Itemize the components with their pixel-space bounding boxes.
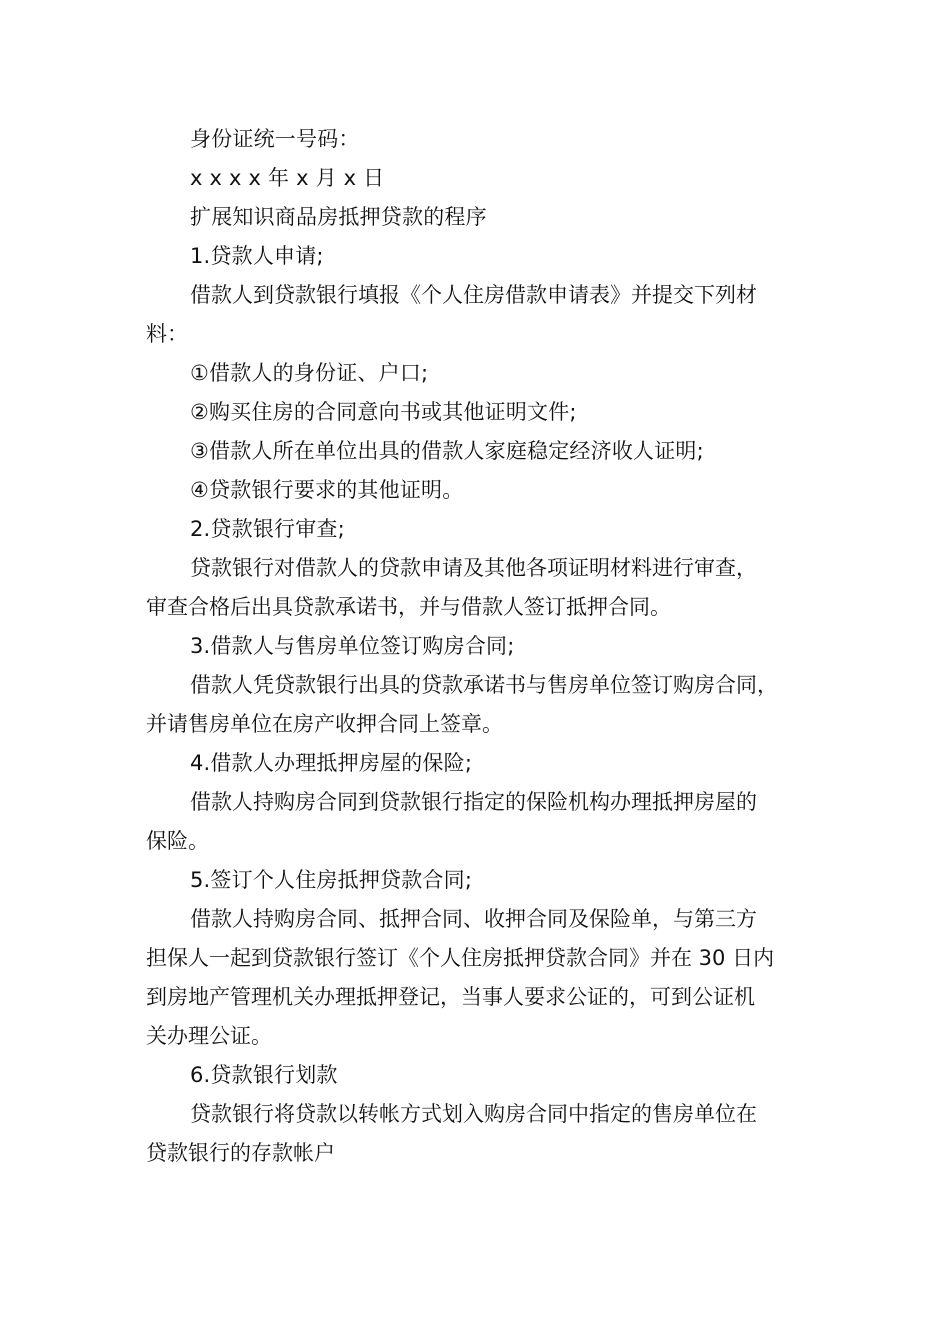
step-5-heading: 5.签订个人住房抵押贷款合同; [190,868,473,892]
id-number-line: 身份证统一号码： [190,127,360,151]
step-2-paragraph [146,549,810,627]
paragraph-line: 借款人持购房合同、抵押合同、收押合同及保险单，与第三方 [190,907,757,931]
step-1-heading: 1.贷款人申请; [190,244,324,268]
paragraph-line: 借款人到贷款银行填报《个人住房借款申请表》并提交下列材 [190,283,757,307]
step-4-heading: 4.借款人办理抵押房屋的保险; [190,751,473,775]
list-item: ①借款人的身份证、户口; [190,361,429,385]
list-item: ②购买住房的合同意向书或其他证明文件; [190,400,577,424]
step-2-heading: 2.贷款银行审查; [190,517,345,541]
date-line: x x x x 年 x 月 x 日 [190,166,385,190]
paragraph-line: 到房地产管理机关办理抵押登记，当事人要求公证的，可到公证机 [146,985,755,1009]
paragraph-line: 并请售房单位在房产收押合同上签章。 [146,712,503,736]
paragraph-line: 审查合格后出具贷款承诺书，并与借款人签订抵押合同。 [146,595,671,619]
step-1-paragraph [146,276,810,354]
paragraph-line: 担保人一起到贷款银行签订《个人住房抵押贷款合同》并在 30 日内 [146,946,775,970]
document-body [146,120,810,1173]
paragraph-line: 料： [146,322,188,346]
paragraph-line: 关办理公证。 [146,1024,272,1048]
step-6-paragraph [146,1095,810,1173]
step-3-paragraph [146,666,810,744]
step-6-heading: 6.贷款银行划款 [190,1063,338,1087]
step-5-paragraph [146,900,810,1056]
paragraph-line: 贷款银行对借款人的贷款申请及其他各项证明材料进行审查， [190,556,757,580]
step-4-paragraph [146,783,810,861]
paragraph-line: 借款人凭贷款银行出具的贷款承诺书与售房单位签订购房合同， [190,673,778,697]
paragraph-line: 借款人持购房合同到贷款银行指定的保险机构办理抵押房屋的 [190,790,757,814]
paragraph-line: 贷款银行的存款帐户 [146,1141,335,1165]
section-heading: 扩展知识商品房抵押贷款的程序 [190,205,487,229]
paragraph-line: 保险。 [146,829,209,853]
list-item: ④贷款银行要求的其他证明。 [190,478,464,502]
list-item: ③借款人所在单位出具的借款人家庭稳定经济收人证明; [190,439,704,463]
step-3-heading: 3.借款人与售房单位签订购房合同; [190,634,515,658]
paragraph-line: 贷款银行将贷款以转帐方式划入购房合同中指定的售房单位在 [190,1102,757,1126]
